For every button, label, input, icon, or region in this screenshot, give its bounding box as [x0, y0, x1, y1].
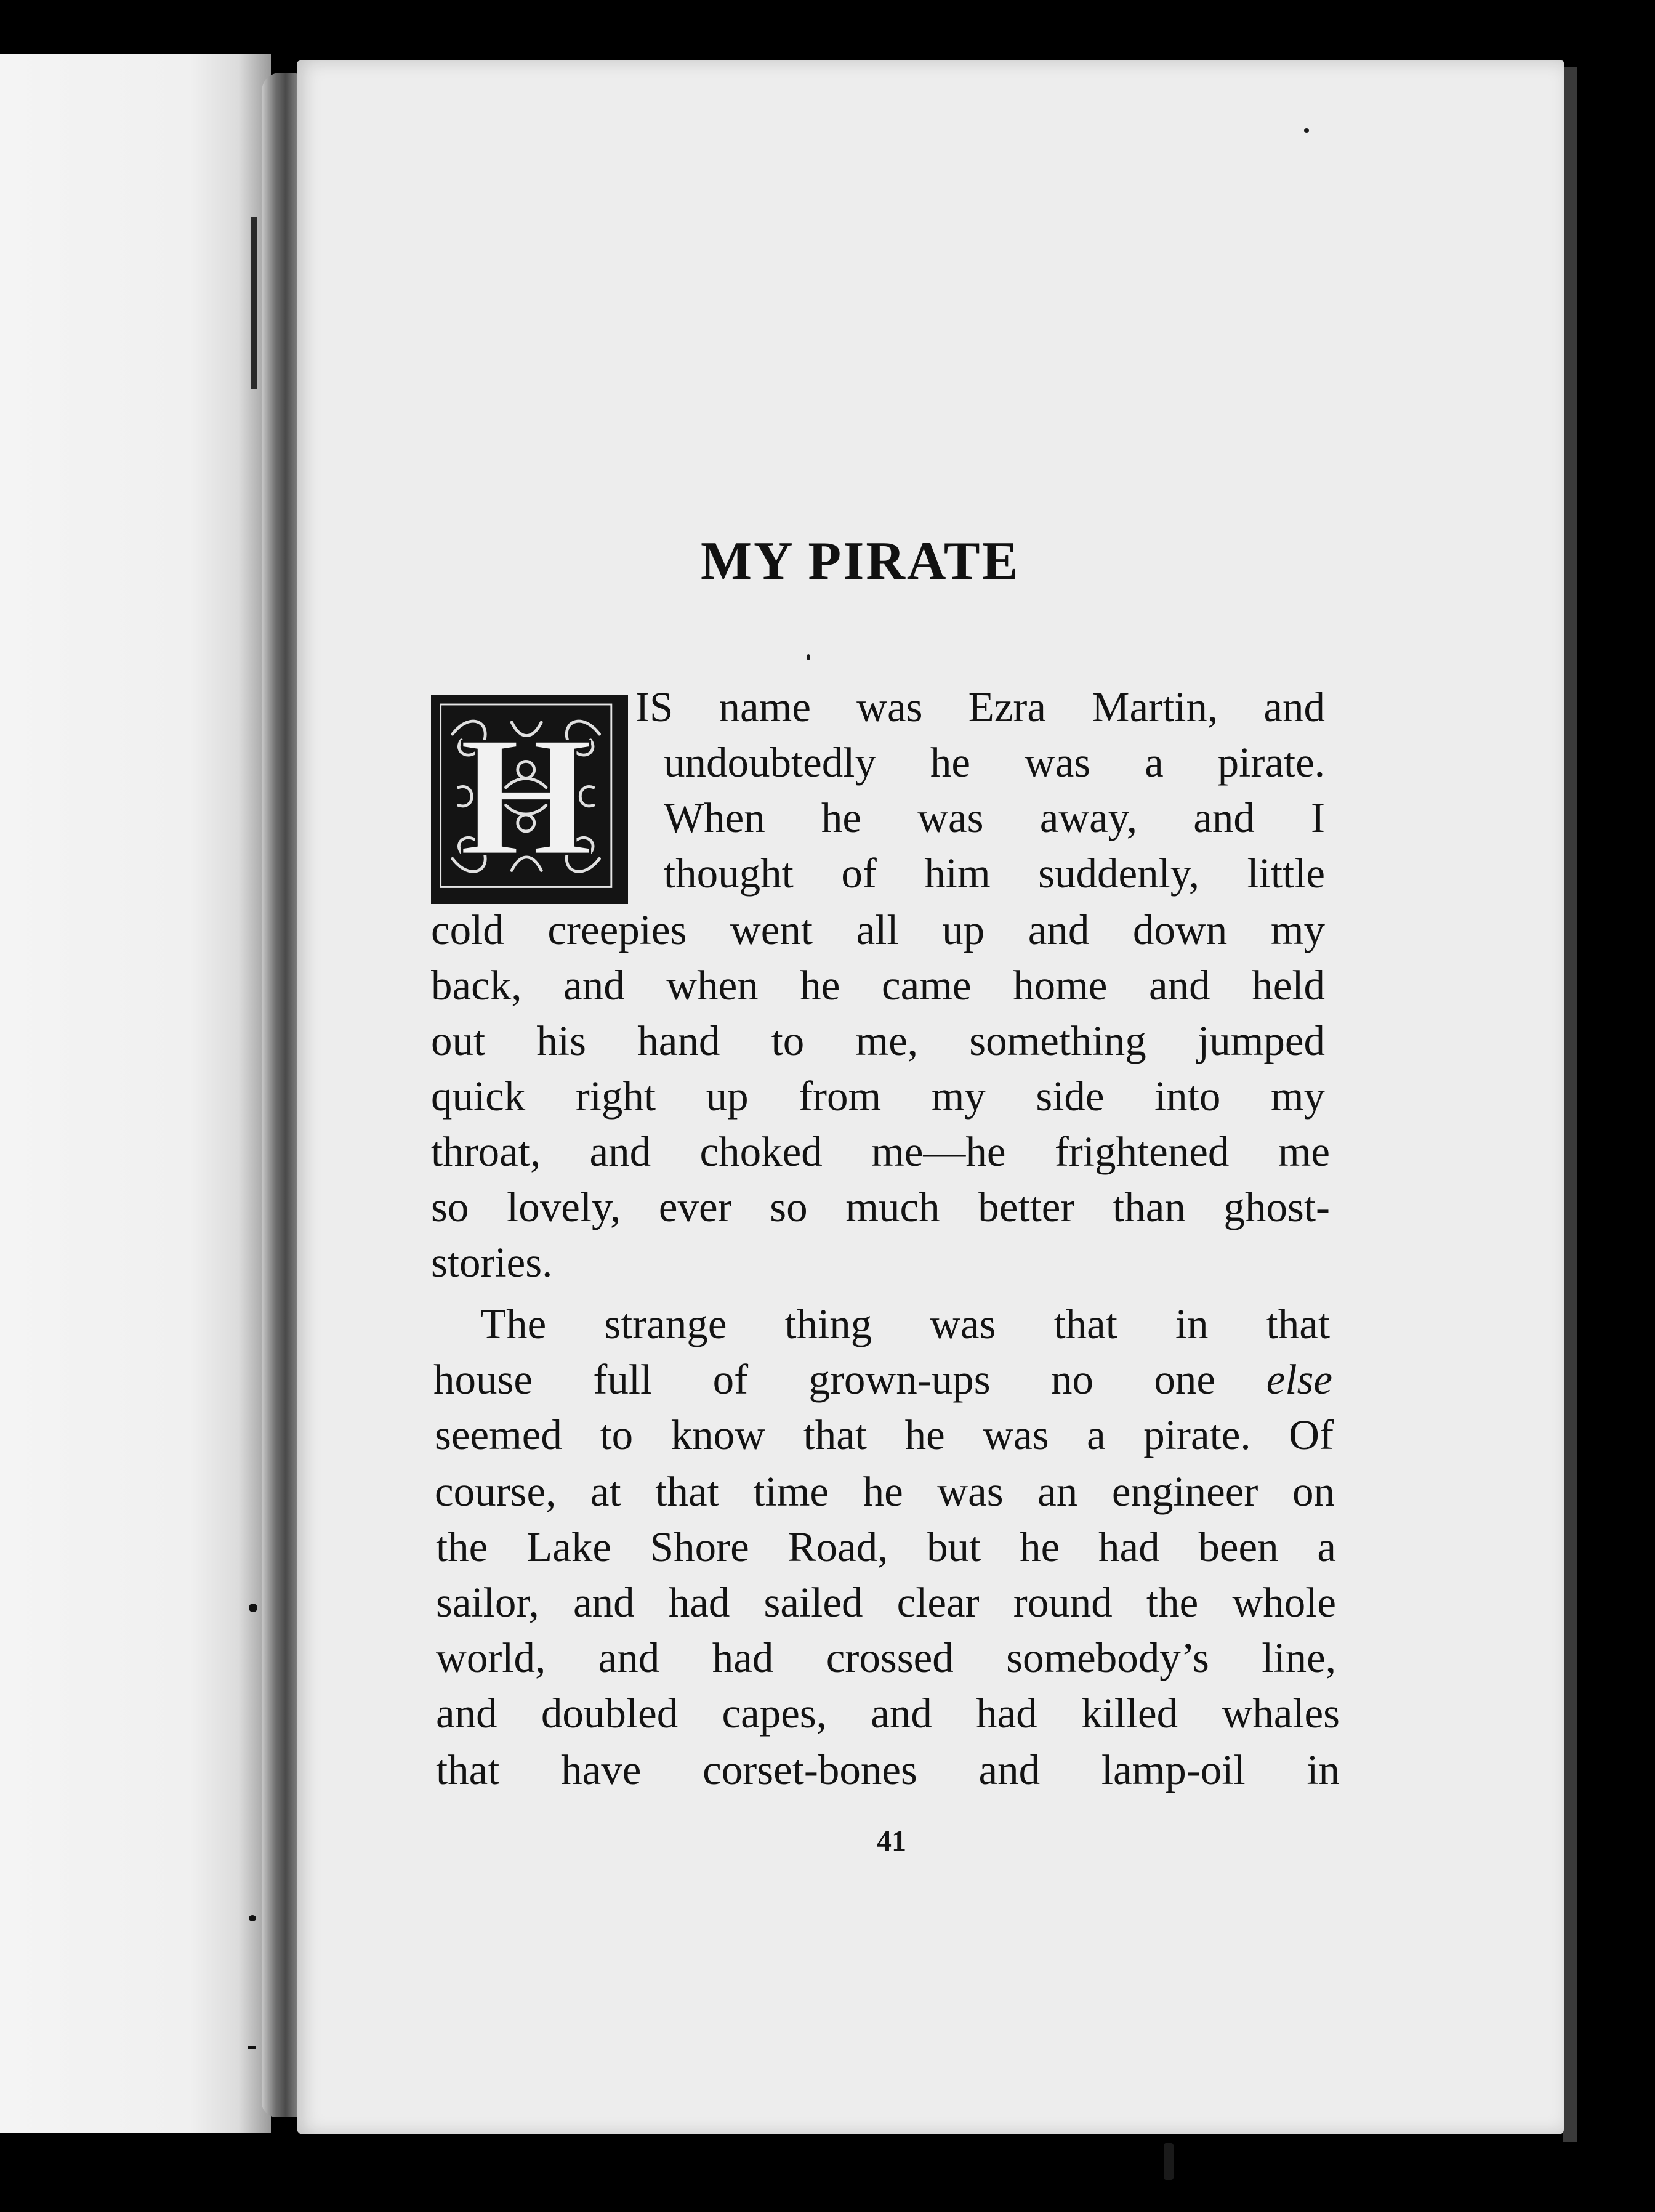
text-line: thought of him suddenly, little	[664, 850, 1325, 897]
page-edge-mark	[248, 2046, 256, 2049]
text-line: quick right up from my side into my	[431, 1073, 1325, 1120]
page-number: 41	[877, 1825, 906, 1857]
text-line: When he was away, and I	[664, 794, 1325, 841]
text-segment: house full of grown-ups no one	[433, 1356, 1215, 1403]
text-line: IS name was Ezra Martin, and	[635, 684, 1325, 730]
italic-word: else	[1266, 1356, 1332, 1403]
cover-board-edge	[1563, 67, 1577, 2142]
text-line: the Lake Shore Road, but he had been a	[436, 1524, 1336, 1570]
text-line-with-italic	[433, 1355, 1332, 1404]
scan-speck	[807, 654, 810, 660]
text-line: that have corset-bones and lamp-oil in	[436, 1746, 1340, 1793]
svg-text:H: H	[459, 701, 593, 892]
text-line: throat, and choked me—he frightened me	[431, 1128, 1330, 1175]
text-line: back, and when he came home and held	[431, 962, 1325, 1009]
text-line: world, and had crossed somebody’s line,	[436, 1634, 1336, 1681]
scan-speck	[1304, 128, 1309, 133]
drop-cap-ornament-icon	[435, 698, 624, 900]
page-edge-mark	[251, 217, 257, 389]
page-edge-mark	[249, 1915, 256, 1921]
text-line: sailor, and had sailed clear round the whole	[436, 1579, 1336, 1626]
text-line: cold creepies went all up and down my	[431, 906, 1325, 953]
text-line: stories.	[431, 1239, 553, 1286]
left-blank-page	[0, 54, 271, 2133]
text-line: so lovely, ever so much better than ghost-	[431, 1184, 1330, 1230]
text-line: undoubtedly he was a pirate.	[664, 739, 1325, 786]
text-line: and doubled capes, and had killed whales	[436, 1690, 1340, 1737]
scan-speck	[1164, 2143, 1174, 2180]
ornamental-drop-cap	[431, 695, 628, 904]
text-line: course, at that time he was an engineer on	[435, 1468, 1335, 1515]
text-line: seemed to know that he was a pirate. Of	[435, 1411, 1334, 1458]
page-edge-mark	[249, 1604, 257, 1612]
text-line: The strange thing was that in that	[480, 1301, 1330, 1347]
text-line: out his hand to me, something jumped	[431, 1017, 1325, 1064]
chapter-title: MY PIRATE	[701, 531, 1020, 591]
